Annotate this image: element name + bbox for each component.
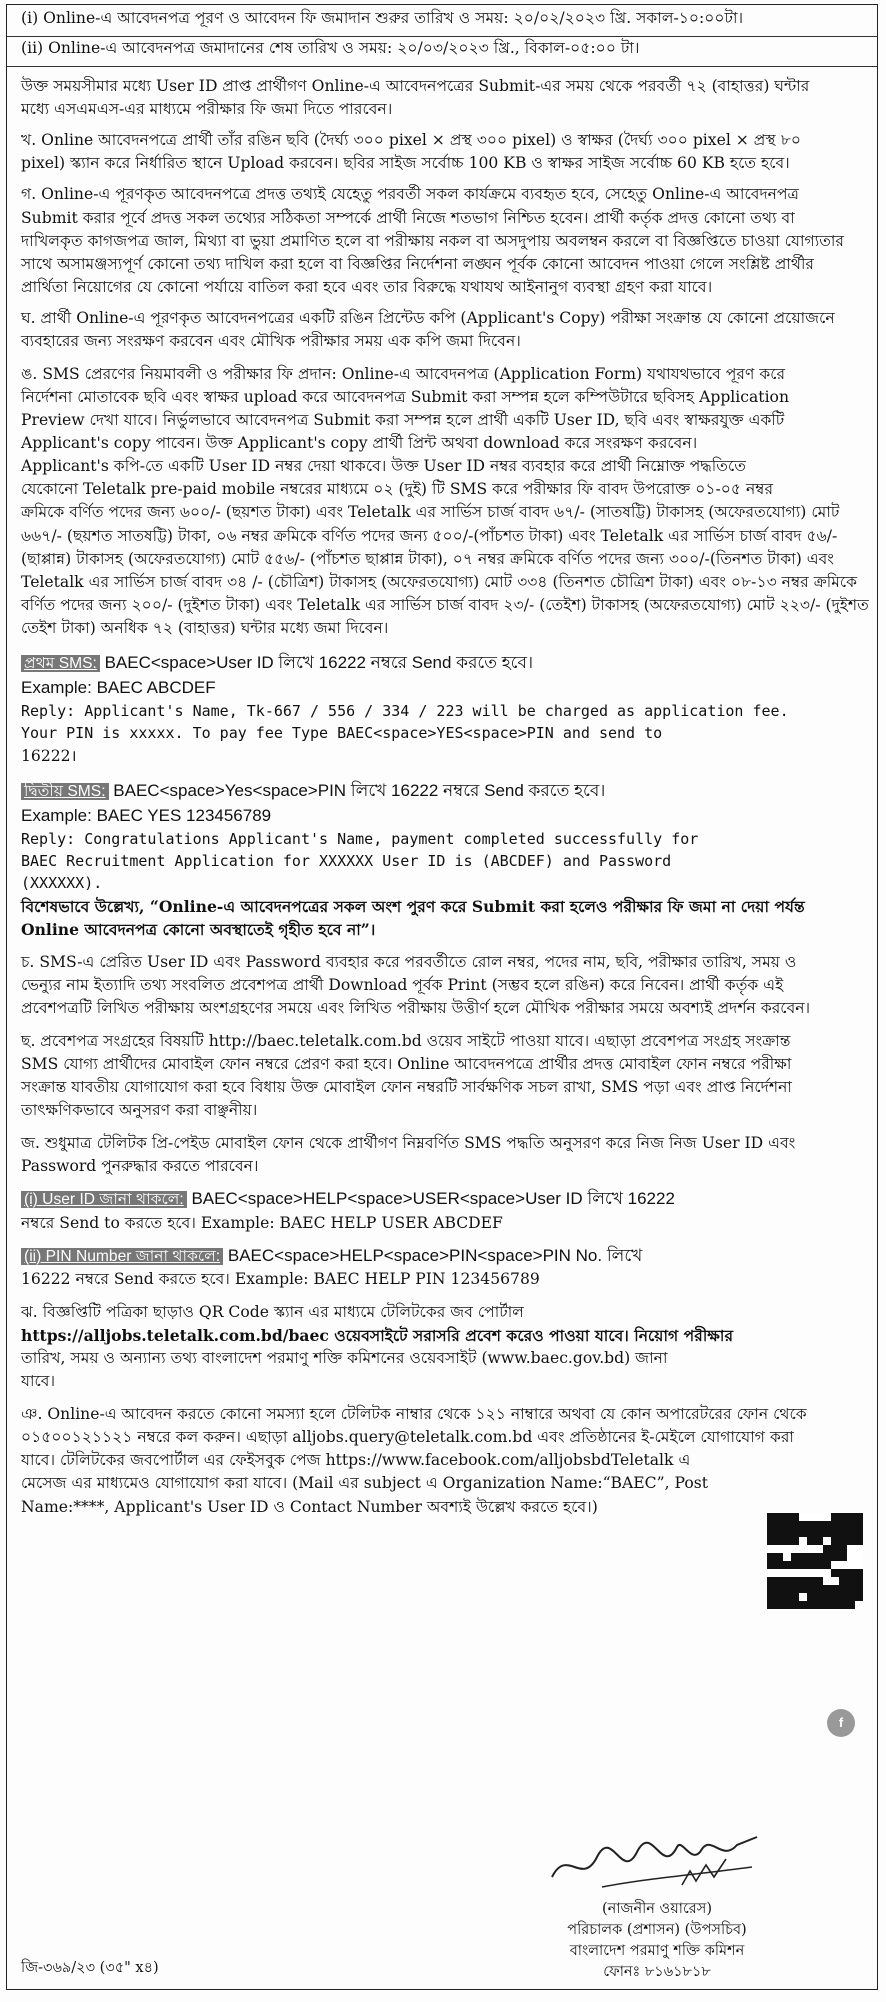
- qr-module: [815, 1513, 823, 1521]
- qr-module: [839, 1561, 847, 1569]
- qr-module: [783, 1513, 791, 1521]
- qr-module: [791, 1585, 799, 1593]
- recover-pin: [21, 1243, 867, 1291]
- qr-module: [807, 1593, 815, 1601]
- qr-module: [791, 1601, 799, 1609]
- qr-module: [847, 1537, 855, 1545]
- alljobs-link[interactable]: https://alljobs.teletalk.com.bd/baec ওয়েবসাইটে সরাসরি প্রবেশ করেও পাওয়া যাবে। নিয়োগ পরীক্ষার: [21, 1326, 734, 1345]
- qr-module: [839, 1513, 847, 1521]
- qr-module: [791, 1529, 799, 1537]
- second-sms-reply-1: Reply: Congratulations Applicant's Name, payment completed successfully for: [21, 830, 699, 849]
- qr-module: [823, 1561, 831, 1569]
- qr-module: [831, 1529, 839, 1537]
- qr-module: [847, 1521, 855, 1529]
- qr-module: [807, 1569, 815, 1577]
- qr-module: [783, 1521, 791, 1529]
- qr-module: [767, 1513, 775, 1521]
- qr-module: [783, 1585, 791, 1593]
- qr-module: [847, 1601, 855, 1609]
- qr-module: [807, 1553, 815, 1561]
- qr-module: [791, 1561, 799, 1569]
- qr-module: [799, 1601, 807, 1609]
- pin-tag: (ii) PIN Number জানা থাকলে:: [21, 1248, 223, 1265]
- qr-module: [775, 1537, 783, 1545]
- qr-module: [807, 1537, 815, 1545]
- signatory-phone: ফোনঃ ৮১৬১৮১৮: [603, 1964, 711, 1981]
- qr-module: [839, 1545, 847, 1553]
- qr-module: [839, 1521, 847, 1529]
- qr-module: [775, 1601, 783, 1609]
- qr-module: [799, 1537, 807, 1545]
- qr-module: [847, 1513, 855, 1521]
- para-ca: চ. SMS-এ প্রেরিত User ID এবং Password ব্যবহার করে পরবর্তীতে রোল নম্বর, পদের নাম, ছবি, পরীক্ষার তারিখ, সময় ও ভেন্যুর নাম ইত্যাদি তথ্য সংবলিত প্রবেশপত্র প্রার্থী Download পূর্বক Print (সম্ভব হলে রঙিন) করে নিবেন। প্রার্থী কর্তৃক এই প্রবেশপত্রটি লিখিত পরীক্ষায় অংশগ্রহণের সময়ে এবং লিখিত পরীক্ষায় উত্তীর্ণ হলে মৌখিক পরীক্ষার সময়ে অবশ্যই প্রদর্শন করবেন।: [21, 952, 811, 1017]
- qr-module: [767, 1545, 775, 1553]
- qr-module: [767, 1529, 775, 1537]
- qr-module: [799, 1569, 807, 1577]
- qr-module: [783, 1561, 791, 1569]
- qr-module: [847, 1553, 855, 1561]
- qr-module: [823, 1577, 831, 1585]
- para-gha: ঘ. প্রার্থী Online-এ পূরণকৃত আবেদনপত্রের একটি রঙিন প্রিন্টেড কপি (Applicant's Copy) পরীক্ষা সংক্রান্ত যে কোনো প্রয়োজনে ব্যবহারের জন্য সংরক্ষণ করবেন এবং মৌখিক পরীক্ষার সময় এক কপি জমা দিবেন।: [21, 308, 835, 350]
- qr-module: [807, 1529, 815, 1537]
- user-id-text: BAEC<space>HELP<space>USER<space>User ID লিখে 16222: [186, 1189, 675, 1209]
- qr-module: [831, 1593, 839, 1601]
- first-sms-tag: প্রথম SMS:: [21, 655, 100, 672]
- qr-module: [767, 1537, 775, 1545]
- second-sms-reply-2: BAEC Recruitment Application for XXXXXX User ID is (ABCDEF) and Password: [21, 852, 672, 871]
- qr-module: [775, 1577, 783, 1585]
- qr-module: [855, 1513, 863, 1521]
- first-sms-reply-3: 16222।: [21, 746, 77, 765]
- qr-module: [807, 1585, 815, 1593]
- special-note-1: বিশেষভাবে উল্লেখ্য, “Online-এ আবেদনপত্রের সকল অংশ পুরণ করে Submit করা হলেও পরীক্ষার ফি জমা না দেয়া পর্যন্ত: [21, 896, 805, 916]
- qr-module: [831, 1601, 839, 1609]
- qr-module: [855, 1529, 863, 1537]
- qr-module: [839, 1577, 847, 1585]
- qr-module: [823, 1521, 831, 1529]
- qr-module: [799, 1585, 807, 1593]
- para-nya: ঞ. Online-এ আবেদন করতে কোনো সমস্যা হলে টেলিটক নাম্বার থেকে ১২১ নাম্বারে অথবা যে কোন অপারেটরের ফোন থেকে ০১৫০০১২১১২১ নম্বরে কল করুন। এছাড়া alljobs.query@teletalk.com.bd এবং প্রতিষ্ঠানের ই-মেইলে যোগাযোগ করা যাবে। টেলিটকের জবপোর্টাল এর ফেইসবুক পেজ https://www.facebook.com/alljobsbdTeletalk এ মেসেজ এর মাধ্যমেও যোগাযোগ করা যাবে। (Mail এর subject এ Organization Name:“BAEC”, Post Name:****, Applicant's User ID ও Contact Number অবশ্যই উল্লেখ করতে হবে।): [21, 1405, 807, 1516]
- qr-module: [767, 1553, 775, 1561]
- qr-module: [775, 1513, 783, 1521]
- qr-module: [847, 1577, 855, 1585]
- qr-module: [823, 1601, 831, 1609]
- qr-module: [783, 1553, 791, 1561]
- qr-module: [799, 1593, 807, 1601]
- qr-module: [807, 1521, 815, 1529]
- qr-module: [807, 1601, 815, 1609]
- qr-module: [767, 1585, 775, 1593]
- para-cha: ছ. প্রবেশপত্র সংগ্রহের বিষয়টি http://baec.teletalk.com.bd ওয়েব সাইটে পাওয়া যাবে। এছাড়া প্রবেশপত্র সংগ্রহ সংক্রান্ত SMS যোগ্য প্রার্থীদের মোবাইল ফোন নম্বরে প্রেরণ করা হবে। Online আবেদনপত্রে প্রার্থীর প্রদত্ত মোবাইল ফোন নম্বরে পরীক্ষা সংক্রান্ত যাবতীয় যোগাযোগ করা হবে বিধায় উক্ত মোবাইল ফোন নম্বরটি সার্বক্ষণিক সচল রাখা, SMS পড়া এবং প্রাপ্ত নির্দেশনা তাৎক্ষণিকভাবে অনুসরণ করা বাঞ্ছনীয়।: [21, 1031, 792, 1120]
- qr-module: [815, 1529, 823, 1537]
- facebook-icon: f: [827, 1709, 855, 1737]
- qr-module: [855, 1537, 863, 1545]
- qr-module: [783, 1569, 791, 1577]
- qr-module: [767, 1593, 775, 1601]
- qr-code-icon: [767, 1513, 863, 1609]
- qr-module: [823, 1553, 831, 1561]
- qr-module: [831, 1513, 839, 1521]
- qr-module: [855, 1561, 863, 1569]
- user-id-line2: নম্বরে Send to করতে হবে। Example: BAEC HELP USER ABCDEF: [21, 1213, 503, 1232]
- qr-module: [831, 1561, 839, 1569]
- qr-module: [791, 1569, 799, 1577]
- para-kha: খ. Online আবেদনপত্রে প্রার্থী তাঁর রঙিন ছবি (দৈর্ঘ্য ৩০০ pixel × প্রস্থ ৩০০ pixel) ও স্বাক্ষর (দৈর্ঘ্য ৩০০ pixel × প্রস্থ ৮০ pixel) স্ক্যান করে নির্ধারিত স্থানে Upload করবেন। ছবির সাইজ সর্বোচ্চ 100 KB ও স্বাক্ষর সাইজ সর্বোচ্চ 60 KB হতে হবে।: [21, 131, 801, 173]
- signature-block: [507, 1827, 807, 1983]
- qr-module: [807, 1513, 815, 1521]
- qr-module: [855, 1521, 863, 1529]
- qr-module: [847, 1593, 855, 1601]
- qr-module: [815, 1521, 823, 1529]
- qr-module: [783, 1545, 791, 1553]
- qr-module: [855, 1545, 863, 1553]
- qr-module: [839, 1585, 847, 1593]
- qr-module: [799, 1577, 807, 1585]
- qr-module: [791, 1521, 799, 1529]
- qr-module: [799, 1553, 807, 1561]
- qr-module: [799, 1545, 807, 1553]
- qr-module: [855, 1593, 863, 1601]
- qr-module: [815, 1545, 823, 1553]
- qr-module: [831, 1553, 839, 1561]
- qr-module: [775, 1529, 783, 1537]
- qr-module: [847, 1569, 855, 1577]
- first-sms-text: BAEC<space>User ID লিখে 16222 নম্বরে Send করতে হবে।: [99, 652, 534, 672]
- qr-module: [791, 1513, 799, 1521]
- qr-module: [839, 1601, 847, 1609]
- signatory-org: বাংলাদেশ পরমাণু শক্তি কমিশন: [569, 1943, 745, 1960]
- qr-module: [775, 1593, 783, 1601]
- qr-module: [775, 1561, 783, 1569]
- qr-module: [839, 1569, 847, 1577]
- second-sms-text: BAEC<space>Yes<space>PIN লিখে 16222 নম্বরে Send করতে হবে।: [108, 780, 606, 800]
- second-sms-example: Example: BAEC YES 123456789: [21, 805, 272, 825]
- qr-module: [847, 1545, 855, 1553]
- qr-module: [783, 1529, 791, 1537]
- qr-module: [815, 1569, 823, 1577]
- qr-module: [791, 1545, 799, 1553]
- line-start-date: (i) Online-এ আবেদনপত্র পূরণ ও আবেদন ফি জমাদান শুরুর তারিখ ও সময়: ২০/০২/২০২৩ খ্রি. সকাল-১০:০০টা।: [21, 9, 744, 27]
- qr-module: [775, 1569, 783, 1577]
- qr-module: [823, 1529, 831, 1537]
- qr-module: [823, 1585, 831, 1593]
- qr-module: [767, 1601, 775, 1609]
- qr-module: [855, 1553, 863, 1561]
- para-jha: ঝ. বিজ্ঞপ্তিটি পত্রিকা ছাড়াও QR Code স্ক্যান এর মাধ্যমে টেলিটকের জব পোর্টাল https://alljobs.teletalk.com.bd/baec ওয়েবসাইটে সরাসরি প্রবেশ করেও পাওয়া যাবে। নিয়োগ পরীক্ষার তারিখ, সময় ও অন্যান্য তথ্য বাংলাদেশ পরমাণু শক্তি কমিশনের ওয়েবসাইট (www.baec.gov.bd) জানা যাবে।: [21, 1301, 867, 1393]
- qr-module: [839, 1529, 847, 1537]
- qr-module: [815, 1553, 823, 1561]
- qr-module: [783, 1601, 791, 1609]
- qr-module: [855, 1601, 863, 1609]
- qr-module: [815, 1601, 823, 1609]
- qr-module: [847, 1561, 855, 1569]
- handwritten-signature: [542, 1827, 772, 1897]
- first-sms-example: Example: BAEC ABCDEF: [21, 678, 216, 698]
- qr-module: [823, 1569, 831, 1577]
- qr-module: [831, 1545, 839, 1553]
- qr-module: [831, 1537, 839, 1545]
- user-id-tag: (i) User ID জানা থাকলে:: [21, 1191, 187, 1208]
- qr-module: [775, 1545, 783, 1553]
- signatory-title: পরিচালক (প্রশাসন) (উপসচিব): [567, 1922, 747, 1939]
- qr-module: [823, 1593, 831, 1601]
- qr-module: [831, 1521, 839, 1529]
- qr-module: [783, 1593, 791, 1601]
- divider: [7, 66, 877, 67]
- para-timeline: উক্ত সময়সীমার মধ্যে User ID প্রাপ্ত প্রার্থীগণ Online-এ আবেদনপত্রের Submit-এর সময় থেকে পরবর্তী ৭২ (বাহাত্তর) ঘন্টার মধ্যে এসএমএস-এর মাধ্যমে পরীক্ষার ফি জমা দিতে পারবেন।: [21, 77, 810, 119]
- qr-module: [775, 1585, 783, 1593]
- qr-module: [815, 1561, 823, 1569]
- para-ga: গ. Online-এ পূরণকৃত আবেদনপত্রে প্রদত্ত তথ্যই যেহেতু পরবর্তী সকল কার্যক্রমে ব্যবহৃত হবে, সেহেতু Online-এ আবেদনপত্র Submit করার পূর্বে প্রদত্ত সকল তথ্যের সঠিকতা সম্পর্কে প্রার্থী নিজে শতভাগ নিশ্চিত হবেন। প্রার্থী কর্তৃক প্রদত্ত কোনো তথ্য বা দাখিলকৃত কাগজপত্র জাল, মিথ্যা বা ভুয়া প্রমাণিত হলে বা পরীক্ষায় নকল বা অসদুপায় অবলম্বন করলে বা বিজ্ঞপ্তিতে চাওয়া যোগ্যতার সাথে অসামঞ্জস্যপূর্ণ কোনো তথ্য দাখিল করা হলে বা বিজ্ঞপ্তির নির্দেশনা লঙ্ঘন পূর্বক কোনো আবেদন পাওয়া গেলে সংশ্লিষ্ট প্রার্থীর প্রার্থিতা নিয়োগের যে কোনো পর্যায়ে বাতিল করা হবে এবং তার বিরুদ্ধে যথাযথ আইনানুগ ব্যবস্থা গ্রহণ করা যাবে।: [21, 185, 845, 296]
- second-sms-tag: দ্বিতীয় SMS:: [21, 783, 109, 800]
- qr-module: [783, 1537, 791, 1545]
- qr-module: [775, 1553, 783, 1561]
- special-note-2: Online আবেদনপত্র কোনো অবস্থাতেই গৃহীত হবে না”।: [21, 919, 376, 939]
- qr-module: [823, 1545, 831, 1553]
- qr-module: [791, 1553, 799, 1561]
- qr-module: [855, 1569, 863, 1577]
- notice-page: [6, 4, 878, 1990]
- qr-module: [799, 1529, 807, 1537]
- pin-line2: 16222 নম্বরে Send করতে হবে। Example: BAEC HELP PIN 123456789: [21, 1269, 540, 1288]
- footer-code: জি-৩৬৯/২৩ (৩৫" x৪): [21, 1959, 159, 1976]
- qr-module: [791, 1593, 799, 1601]
- qr-module: [791, 1577, 799, 1585]
- qr-module: [783, 1577, 791, 1585]
- qr-module: [823, 1513, 831, 1521]
- qr-module: [839, 1593, 847, 1601]
- first-sms-block: [21, 650, 867, 768]
- qr-module: [815, 1593, 823, 1601]
- line-end-date: (ii) Online-এ আবেদনপত্র জমাদানের শেষ তারিখ ও সময়: ২০/০৩/২০২৩ খ্রি., বিকাল-০৫:০০ টা।: [21, 39, 640, 58]
- second-sms-reply-3: (XXXXXX).: [21, 874, 103, 893]
- qr-module: [767, 1561, 775, 1569]
- qr-module: [823, 1537, 831, 1545]
- qr-module: [831, 1569, 839, 1577]
- qr-module: [799, 1513, 807, 1521]
- signatory-name: (নাজনীন ওয়ারেস): [601, 1901, 712, 1917]
- para-ja: জ. শুধুমাত্র টেলিটক প্রি-পেইড মোবাইল ফোন থেকে প্রার্থীগণ নিম্নবর্ণিত SMS পদ্ধতি অনুসরণ করে নিজ নিজ User ID এবং Password পুনরুদ্ধার করতে পারবেন।: [21, 1134, 796, 1176]
- qr-module: [767, 1577, 775, 1585]
- qr-module: [799, 1521, 807, 1529]
- qr-module: [767, 1569, 775, 1577]
- qr-module: [799, 1561, 807, 1569]
- qr-module: [831, 1585, 839, 1593]
- qr-module: [847, 1585, 855, 1593]
- qr-module: [839, 1537, 847, 1545]
- recover-user-id: [21, 1186, 867, 1234]
- qr-module: [815, 1577, 823, 1585]
- first-sms-reply-2: Your PIN is xxxxx. To pay fee Type BAEC<space>YES<space>PIN and send to: [21, 724, 663, 743]
- pin-text: BAEC<space>HELP<space>PIN<space>PIN No. লিখে: [223, 1245, 643, 1265]
- qr-module: [767, 1521, 775, 1529]
- qr-module: [775, 1521, 783, 1529]
- qr-module: [807, 1561, 815, 1569]
- qr-module: [791, 1537, 799, 1545]
- qr-module: [855, 1577, 863, 1585]
- qr-module: [807, 1577, 815, 1585]
- second-sms-block: [21, 778, 867, 941]
- para-sms-rules: ঙ. SMS প্রেরণের নিয়মাবলী ও পরীক্ষার ফি প্রদান: Online-এ আবেদনপত্র (Application Form) যথাযথভাবে পূরণ করে নির্দেশনা মোতাবেক ছবি এবং স্বাক্ষর upload করে আবেদনপত্র Submit করা সম্পন্ন হলে কম্পিউটারে ছবিসহ Application Preview দেখা যাবে। নির্ভুলভাবে আবেদনপত্র Submit করা সম্পন্ন হলে প্রার্থী একটি User ID, ছবি এবং স্বাক্ষরযুক্ত একটি Applicant's copy পাবেন। উক্ত Applicant's copy প্রার্থী প্রিন্ট অথবা download করে সংরক্ষণ করবেন। Applicant's কপি-তে একটি User ID নম্বর দেয়া থাকবে। উক্ত User ID নম্বর ব্যবহার করে প্রার্থী নিম্নোক্ত পদ্ধতিতে যেকোনো Teletalk pre-paid mobile নম্বরের মাধ্যমে ০২ (দুই) টি SMS করে পরীক্ষার ফি বাবদ উপরোক্ত ০১-০৫ নম্বর ক্রমিকে বর্ণিত পদের জন্য ৬০০/- (ছয়শত টাকা) এবং Teletalk এর সার্ভিস চার্জ বাবদ ৬৭/- (সাতষট্টি) টাকাসহ (অফেরতযোগ্য) মোট ৬৬৭/- (ছয়শত সাতষট্টি) টাকা, ০৬ নম্বর ক্রমিকে বর্ণিত পদের জন্য ৫০০/-(পাঁচশত টাকা) এবং Teletalk এর সার্ভিস চার্জ বাবদ ৫৬/- (ছাপ্পান্ন) টাকাসহ (অফেরতযোগ্য) মোট ৫৫৬/- (পাঁচশত ছাপ্পান্ন টাকা), ০৭ নম্বর ক্রমিকে বর্ণিত পদের জন্য ৩০০/-(তিনশত টাকা) এবং Teletalk এর সার্ভিস চার্জ বাবদ ৩৪ /- (চৌত্রিশ) টাকাসহ (অফেরতযোগ্য) মোট ৩৩৪ (তিনশত চৌত্রিশ টাকা) এবং ০৮-১৩ নম্বর ক্রমিকে বর্ণিত পদের জন্য ২০০/- (দুইশত টাকা) এবং Teletalk এর সার্ভিস চার্জ বাবদ ২৩/- (তেইশ) টাকাসহ (অফেরতযোগ্য) মোট ২২৩/- (দুইশত তেইশ টাকা) অনধিক ৭২ (বাহাত্তর) ঘন্টার মধ্যে জমা দিবেন।: [21, 365, 869, 637]
- qr-module: [815, 1537, 823, 1545]
- first-sms-reply-1: Reply: Applicant's Name, Tk-667 / 556 / 334 / 223 will be charged as application fee.: [21, 702, 789, 721]
- qr-module: [831, 1577, 839, 1585]
- qr-module: [855, 1585, 863, 1593]
- qr-module: [847, 1529, 855, 1537]
- qr-module: [839, 1553, 847, 1561]
- qr-module: [807, 1545, 815, 1553]
- qr-module: [815, 1585, 823, 1593]
